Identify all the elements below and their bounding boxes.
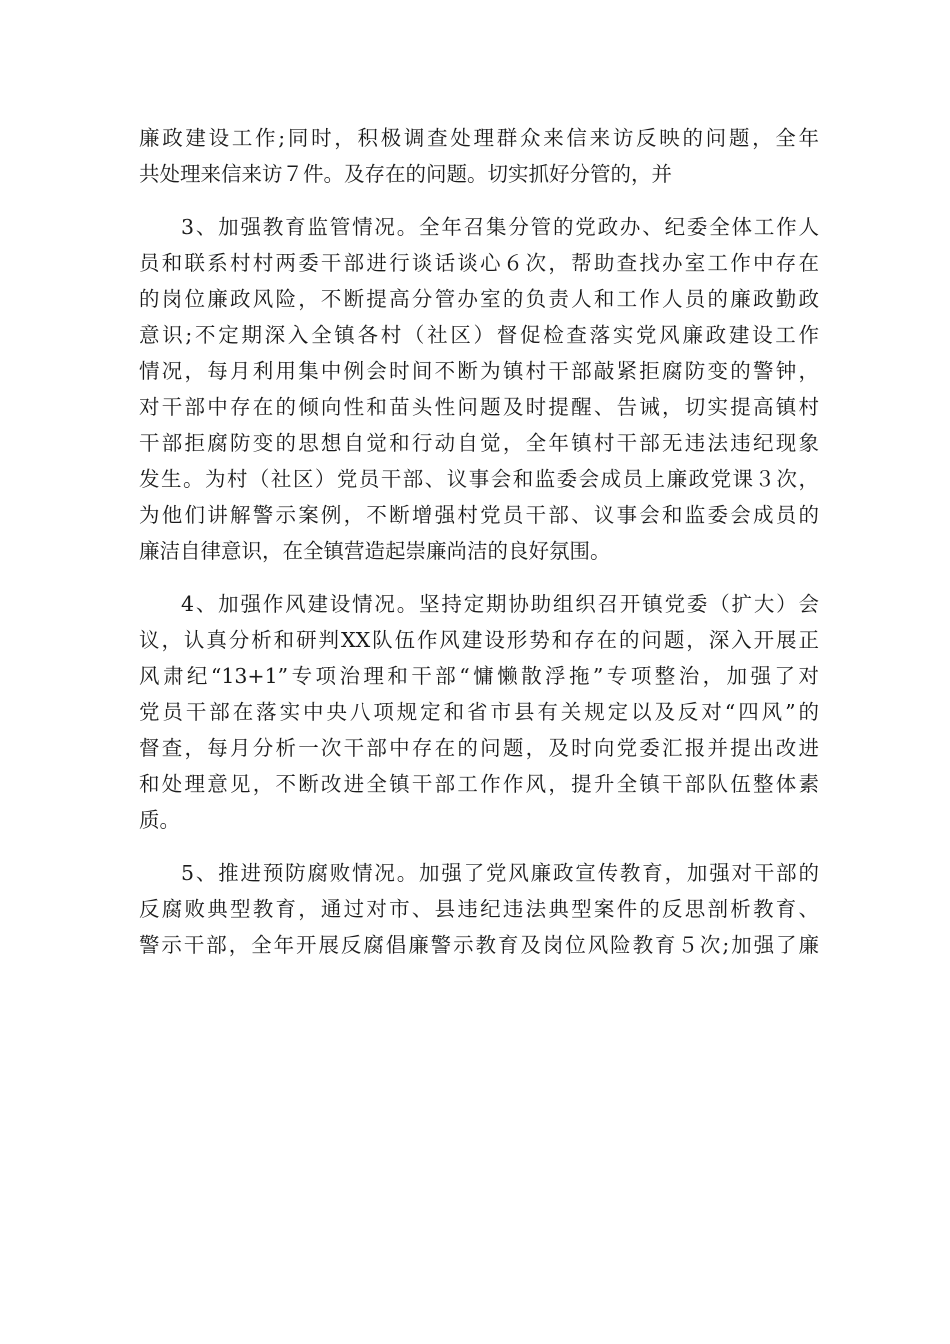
- text-line: 廉政建设工作;同时，积极调查处理群众来信来访反映的问题，全年: [139, 126, 819, 150]
- text-line: 5、推进预防腐败情况。加强了党风廉政宣传教育，加强对干部的: [181, 861, 819, 885]
- text-line: 情况，每月利用集中例会时间不断为镇村干部敲紧拒腐防变的警钟，: [139, 359, 819, 383]
- paragraph-1: [139, 120, 819, 192]
- text-line: 议，认真分析和研判XX队伍作风建设形势和存在的问题，深入开展正: [139, 628, 819, 652]
- text-line: 3、加强教育监管情况。全年召集分管的党政办、纪委全体工作人: [181, 215, 819, 239]
- text-line: 的岗位廉政风险，不断提高分管办室的负责人和工作人员的廉政勤政: [139, 287, 819, 311]
- text-line: 4、加强作风建设情况。坚持定期协助组织召开镇党委（扩大）会: [181, 592, 819, 616]
- text-line: 共处理来信来访７件。及存在的问题。切实抓好分管的，并: [139, 162, 672, 186]
- text-line: 干部拒腐防变的思想自觉和行动自觉，全年镇村干部无违法违纪现象: [139, 431, 819, 455]
- text-line: 和处理意见，不断改进全镇干部工作作风，提升全镇干部队伍整体素: [139, 772, 819, 796]
- text-line: 党员干部在落实中央八项规定和省市县有关规定以及反对“四风”的: [139, 700, 819, 724]
- text-line: 发生。为村（社区）党员干部、议事会和监委会成员上廉政党课３次，: [139, 467, 819, 491]
- paragraph-2: [139, 209, 819, 569]
- text-line: 督查，每月分析一次干部中存在的问题，及时向党委汇报并提出改进: [139, 736, 819, 760]
- text-line: 意识;不定期深入全镇各村（社区）督促检查落实党风廉政建设工作: [139, 323, 819, 347]
- text-line: 员和联系村村两委干部进行谈话谈心６次，帮助查找办室工作中存在: [139, 251, 819, 275]
- text-line: 风肃纪“13+1”专项治理和干部“慵懒散浮拖”专项整治，加强了对: [139, 664, 819, 688]
- text-line: 质。: [139, 808, 180, 832]
- text-line: 廉洁自律意识，在全镇营造起崇廉尚洁的良好氛围。: [139, 539, 611, 563]
- text-line: 对干部中存在的倾向性和苗头性问题及时提醒、告诫，切实提高镇村: [139, 395, 819, 419]
- paragraph-3: [139, 586, 819, 838]
- paragraph-4: [139, 855, 819, 963]
- text-line: 警示干部，全年开展反腐倡廉警示教育及岗位风险教育５次;加强了廉: [139, 933, 819, 957]
- text-line: 为他们讲解警示案例，不断增强村党员干部、议事会和监委会成员的: [139, 503, 819, 527]
- text-line: 反腐败典型教育，通过对市、县违纪违法典型案件的反思剖析教育、: [139, 897, 819, 921]
- document-body: [139, 120, 819, 980]
